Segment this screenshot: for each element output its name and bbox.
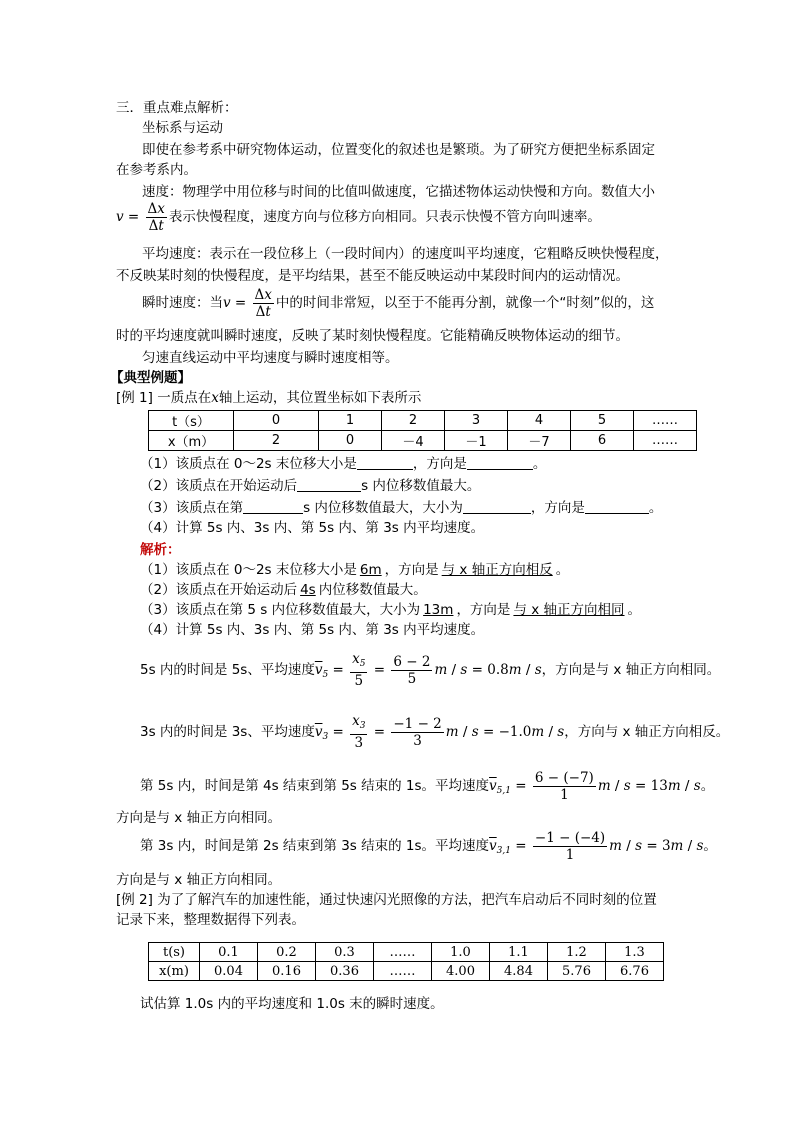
table-cell: t(s) [149, 943, 200, 962]
table-row [149, 962, 664, 981]
solution-answer: 与 x 轴正方向相反 [441, 562, 553, 578]
calc-3rd-second-direction: 方向是与 x 轴正方向相同。 [116, 872, 282, 888]
solution-label: 解析： [140, 542, 181, 558]
paragraph-5: 匀速直线运动中平均速度与瞬时速度相等。 [142, 350, 399, 366]
calc-text: 第 3s 内，时间是第 2s 结束到第 3s 结束的 1s。平均速度 [140, 838, 490, 854]
solution-text: （1）该质点在 0～2s 末位移大小是 [140, 562, 357, 578]
answer-blank[interactable] [585, 499, 649, 514]
answer-blank[interactable] [297, 477, 361, 492]
table-cell: 4.00 [432, 962, 490, 981]
solution-text: 内位移数值最大。 [318, 582, 427, 598]
question-2-text: （2）该质点在开始运动后 [140, 478, 298, 494]
calc-text: ，方向与 x 轴正方向相反。 [564, 724, 730, 740]
example-2-intro-line-2: 记录下来，整理数据得下列表。 [116, 912, 305, 928]
table-cell: x（m） [149, 431, 234, 451]
solution-answer: 13m [423, 602, 454, 618]
table-cell: 5.76 [548, 962, 606, 981]
formula-fraction: $\frac{x_3}{3}$ [352, 713, 366, 751]
formula-fraction: $\frac{6 - (-7)}{1}$ [534, 769, 594, 803]
table-cell: 2 [382, 411, 445, 431]
table-cell: 0.36 [316, 962, 374, 981]
question-3-text: s 内位移数值最大，大小为 [303, 500, 463, 516]
calc-5th-second-direction: 方向是与 x 轴正方向相同。 [116, 810, 282, 826]
table-cell: …… [374, 943, 432, 962]
table-cell: 6.76 [606, 962, 664, 981]
calc-5th-second: 第 5s 内，时间是第 4s 结束到第 5s 结束的 1s。平均速度$\overline{v}_{5,1}$ = $\frac{6 - (-7)}{1}$ m / s = 13m / s。 [140, 769, 715, 803]
paragraph-4-suffix: 中的时间非常短，以至于不能再分割，就像一个“时刻”似的，这 [275, 295, 655, 311]
table-cell: 1.0 [432, 943, 490, 962]
paragraph-4-line-2: 时的平均速度就叫瞬时速度，反映了某时刻快慢程度。它能精确反映物体运动的细节。 [116, 328, 629, 344]
calc-3rd-second: 第 3s 内，时间是第 2s 结束到第 3s 结束的 1s。平均速度$\overline{v}_{3,1}$ = $\frac{-1 - (-4)}{1}$ m / s = 3m / s。 [140, 829, 717, 863]
answer-blank[interactable] [357, 455, 413, 470]
formula-fraction: $\frac{x_5}{5}$ [352, 651, 366, 689]
answer-blank[interactable] [243, 499, 303, 514]
table-row [149, 411, 697, 431]
solution-text: （2）该质点在开始运动后 [140, 582, 298, 598]
table-cell: 6 [571, 431, 634, 451]
example-1-intro-pre: [例 1] 一质点在 [116, 390, 212, 406]
table-cell: 1.3 [606, 943, 664, 962]
table-cell: 0.3 [316, 943, 374, 962]
table-cell: …… [374, 962, 432, 981]
table-cell: －4 [382, 431, 445, 451]
question-1-text: （1）该质点在 0～2s 末位移大小是 [140, 456, 357, 472]
solution-1 [140, 560, 569, 580]
table-row [149, 943, 664, 962]
solution-answer: 6m [359, 562, 382, 578]
table-cell: 1.1 [490, 943, 548, 962]
question-3 [140, 498, 662, 518]
formula-fraction: $\frac{\Delta x}{\Delta t}$ [254, 286, 272, 320]
table-cell: 0.2 [258, 943, 316, 962]
paragraph-1-line-2: 在参考系内。 [116, 162, 197, 178]
table-row [149, 431, 697, 451]
instant-velocity-line: 瞬时速度：当v = $\frac{\Delta x}{\Delta t}$ 中的时间非常短，以至于不能再分割，就像一个“时刻”似的，这 [142, 286, 655, 320]
solution-text: 。 [555, 562, 570, 578]
table-cell: x(m) [149, 962, 200, 981]
question-1-text: ，方向是 [412, 456, 467, 472]
speed-formula-line: v = $\frac{\Delta x}{\Delta t}$ 表示快慢程度，速度方向与位移方向相同。只表示快慢不管方向叫速率。 [116, 200, 601, 234]
formula-fraction: $\frac{-1 - (-4)}{1}$ [534, 829, 606, 863]
table-cell: t（s） [149, 411, 234, 431]
calc-5s: 5s 内的时间是 5s、平均速度$\overline{v}_5$ = $\frac{x_5}{5}$ = $\frac{6 - 2}{5}$ m / s = 0.8m / s，方向是与 x 轴正方向相同。 [140, 651, 721, 689]
solution-text: ，方向是 [384, 562, 439, 578]
table-cell: 1.2 [548, 943, 606, 962]
question-3-text: 。 [648, 500, 663, 516]
solution-answer: 4s [300, 582, 316, 598]
example-1-intro-var: x [211, 390, 219, 406]
calc-text: ，方向是与 x 轴正方向相同。 [541, 662, 721, 678]
example-2-intro-line-1: [例 2] 为了了解汽车的加速性能，通过快速闪光照像的方法，把汽车启动后不同时刻的位置 [116, 892, 657, 908]
table-cell: 0.04 [200, 962, 258, 981]
table-cell: 0.16 [258, 962, 316, 981]
table-cell: 1 [319, 411, 382, 431]
question-4: （4）计算 5s 内、3s 内、第 5s 内、第 3s 内平均速度。 [140, 520, 485, 536]
example-1-intro [116, 388, 421, 408]
question-1-text: 。 [532, 456, 547, 472]
table-cell: 4 [508, 411, 571, 431]
solution-text: ，方向是 [456, 602, 511, 618]
table-cell: 0.1 [200, 943, 258, 962]
table-cell: …… [634, 411, 697, 431]
topic-title: 坐标系与运动 [142, 120, 223, 136]
example-1-intro-post: 轴上运动，其位置坐标如下表所示 [218, 390, 422, 406]
solution-text: 。 [627, 602, 642, 618]
table-cell: 2 [234, 431, 319, 451]
question-1 [140, 454, 546, 474]
calc-text: 。 [703, 838, 717, 854]
paragraph-3-line-1: 平均速度：表示在一段位移上（一段时间内）的速度叫平均速度，它粗略反映快慢程度， [142, 246, 669, 262]
calc-text: 5s 内的时间是 5s、平均速度 [140, 662, 315, 678]
table-cell: －7 [508, 431, 571, 451]
paragraph-2-line-1: 速度：物理学中用位移与时间的比值叫做速度，它描述物体运动快慢和方向。数值大小 [142, 184, 655, 200]
answer-blank[interactable] [467, 455, 533, 470]
table-cell: 3 [445, 411, 508, 431]
solution-3 [140, 600, 641, 620]
table-cell: 0 [234, 411, 319, 431]
example-2-table [148, 942, 664, 981]
table-cell: 5 [571, 411, 634, 431]
example-1-table [148, 410, 697, 451]
question-3-text: ，方向是 [530, 500, 585, 516]
paragraph-4-prefix: 瞬时速度：当 [142, 295, 223, 311]
table-cell: 4.84 [490, 962, 548, 981]
formula-fraction: $\frac{6 - 2}{5}$ [393, 653, 431, 687]
question-2 [140, 476, 480, 496]
table-cell: 0 [319, 431, 382, 451]
question-2-text: s 内位移数值最大。 [361, 478, 481, 494]
table-cell: －1 [445, 431, 508, 451]
section-heading: 三．重点难点解析： [116, 100, 238, 116]
solution-2 [140, 580, 427, 600]
paragraph-1-line-1: 即使在参考系中研究物体运动，位置变化的叙述也是繁琐。为了研究方便把坐标系固定 [142, 142, 655, 158]
calc-text: 。 [700, 778, 715, 794]
calc-text: 3s 内的时间是 3s、平均速度 [140, 724, 315, 740]
answer-blank[interactable] [463, 499, 531, 514]
formula-fraction: $\frac{-1 - 2}{3}$ [393, 715, 442, 749]
solution-answer: 与 x 轴正方向相同 [513, 602, 625, 618]
examples-heading: 【典型例题】 [110, 370, 191, 386]
example-2-question: 试估算 1.0s 内的平均速度和 1.0s 末的瞬时速度。 [140, 996, 444, 1012]
calc-text: 第 5s 内，时间是第 4s 结束到第 5s 结束的 1s。平均速度 [140, 778, 490, 794]
formula-fraction: $\frac{\Delta x}{\Delta t}$ [147, 200, 165, 234]
solution-4: （4）计算 5s 内、3s 内、第 5s 内、第 3s 内平均速度。 [140, 622, 485, 638]
paragraph-2-line-2: 表示快慢程度，速度方向与位移方向相同。只表示快慢不管方向叫速率。 [168, 209, 601, 225]
paragraph-3-line-2: 不反映某时刻的快慢程度，是平均结果，甚至不能反映运动中某段时间内的运动情况。 [116, 268, 629, 284]
table-cell: …… [634, 431, 697, 451]
solution-text: （3）该质点在第 5 s 内位移数值最大，大小为 [140, 602, 421, 618]
calc-3s: 3s 内的时间是 3s、平均速度$\overline{v}_3$ = $\frac{x_3}{3}$ = $\frac{-1 - 2}{3}$ m / s = −1.0m / s，方向与 x 轴正方向相反。 [140, 713, 730, 751]
question-3-text: （3）该质点在第 [140, 500, 244, 516]
